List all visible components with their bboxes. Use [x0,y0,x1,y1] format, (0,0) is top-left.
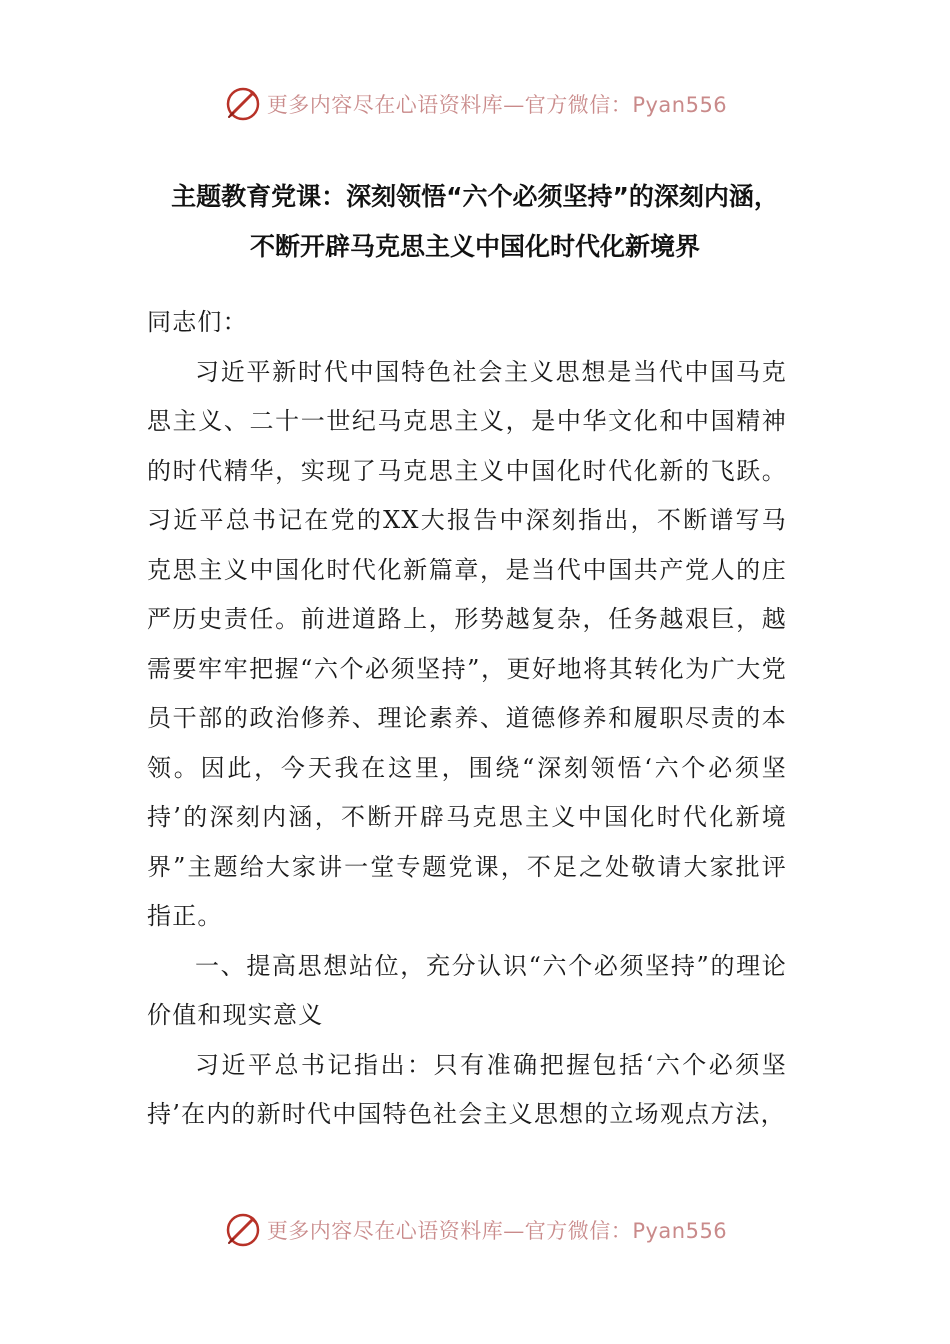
watermark-text: 更多内容尽在心语资料库—官方微信：Pyan556 [266,1219,728,1243]
document-body [147,298,787,1140]
salutation: 同志们： [147,308,248,336]
footer-watermark-banner [0,1208,950,1252]
section-heading: 一、提高思想站位，充分认识“六个必须坚持”的理论价值和现实意义 [147,951,787,1029]
wechat-handle: Pyan556 [632,93,728,117]
body-paragraph: 习近平新时代中国特色社会主义思想是当代中国马克思主义、二十一世纪马克思主义，是中华文化和中国精神的时代精华，实现了马克思主义中国化时代化新的飞跃。习近平总书记在党的XX大报告中深刻指出，不断谱写马克思主义中国化时代化新篇章，是当代中国共产党人的庄严历史责任。前进道路上，形势越复杂，任务越艰巨，越需要牢牢把握“六个必须坚持”，更好地将其转化为广大党员干部的政治修养、理论素养、道德修养和履职尽责的本领。因此，今天我在这里，围绕“深刻领悟‘六个必须坚持’的深刻内涵，不断开辟马克思主义中国化时代化新境界”主题给大家讲一堂专题党课，不足之处敬请大家批评指正。 [147,357,787,930]
body-paragraph: 习近平总书记指出：只有准确把握包括‘六个必须坚持’在内的新时代中国特色社会主义思想的立场观点方法， [147,1050,787,1128]
watermark-text: 更多内容尽在心语资料库—官方微信：Pyan556 [266,93,728,117]
header-watermark-banner [0,82,950,126]
wechat-handle: Pyan556 [632,1219,728,1243]
pen-logo-icon [223,84,263,124]
document-title-line-2: 不断开辟马克思主义中国化时代化新境界 [249,232,700,261]
pen-logo-icon [223,1210,263,1250]
document-title-line-1: 主题教育党课：深刻领悟“六个必须坚持”的深刻内涵， [171,182,779,211]
